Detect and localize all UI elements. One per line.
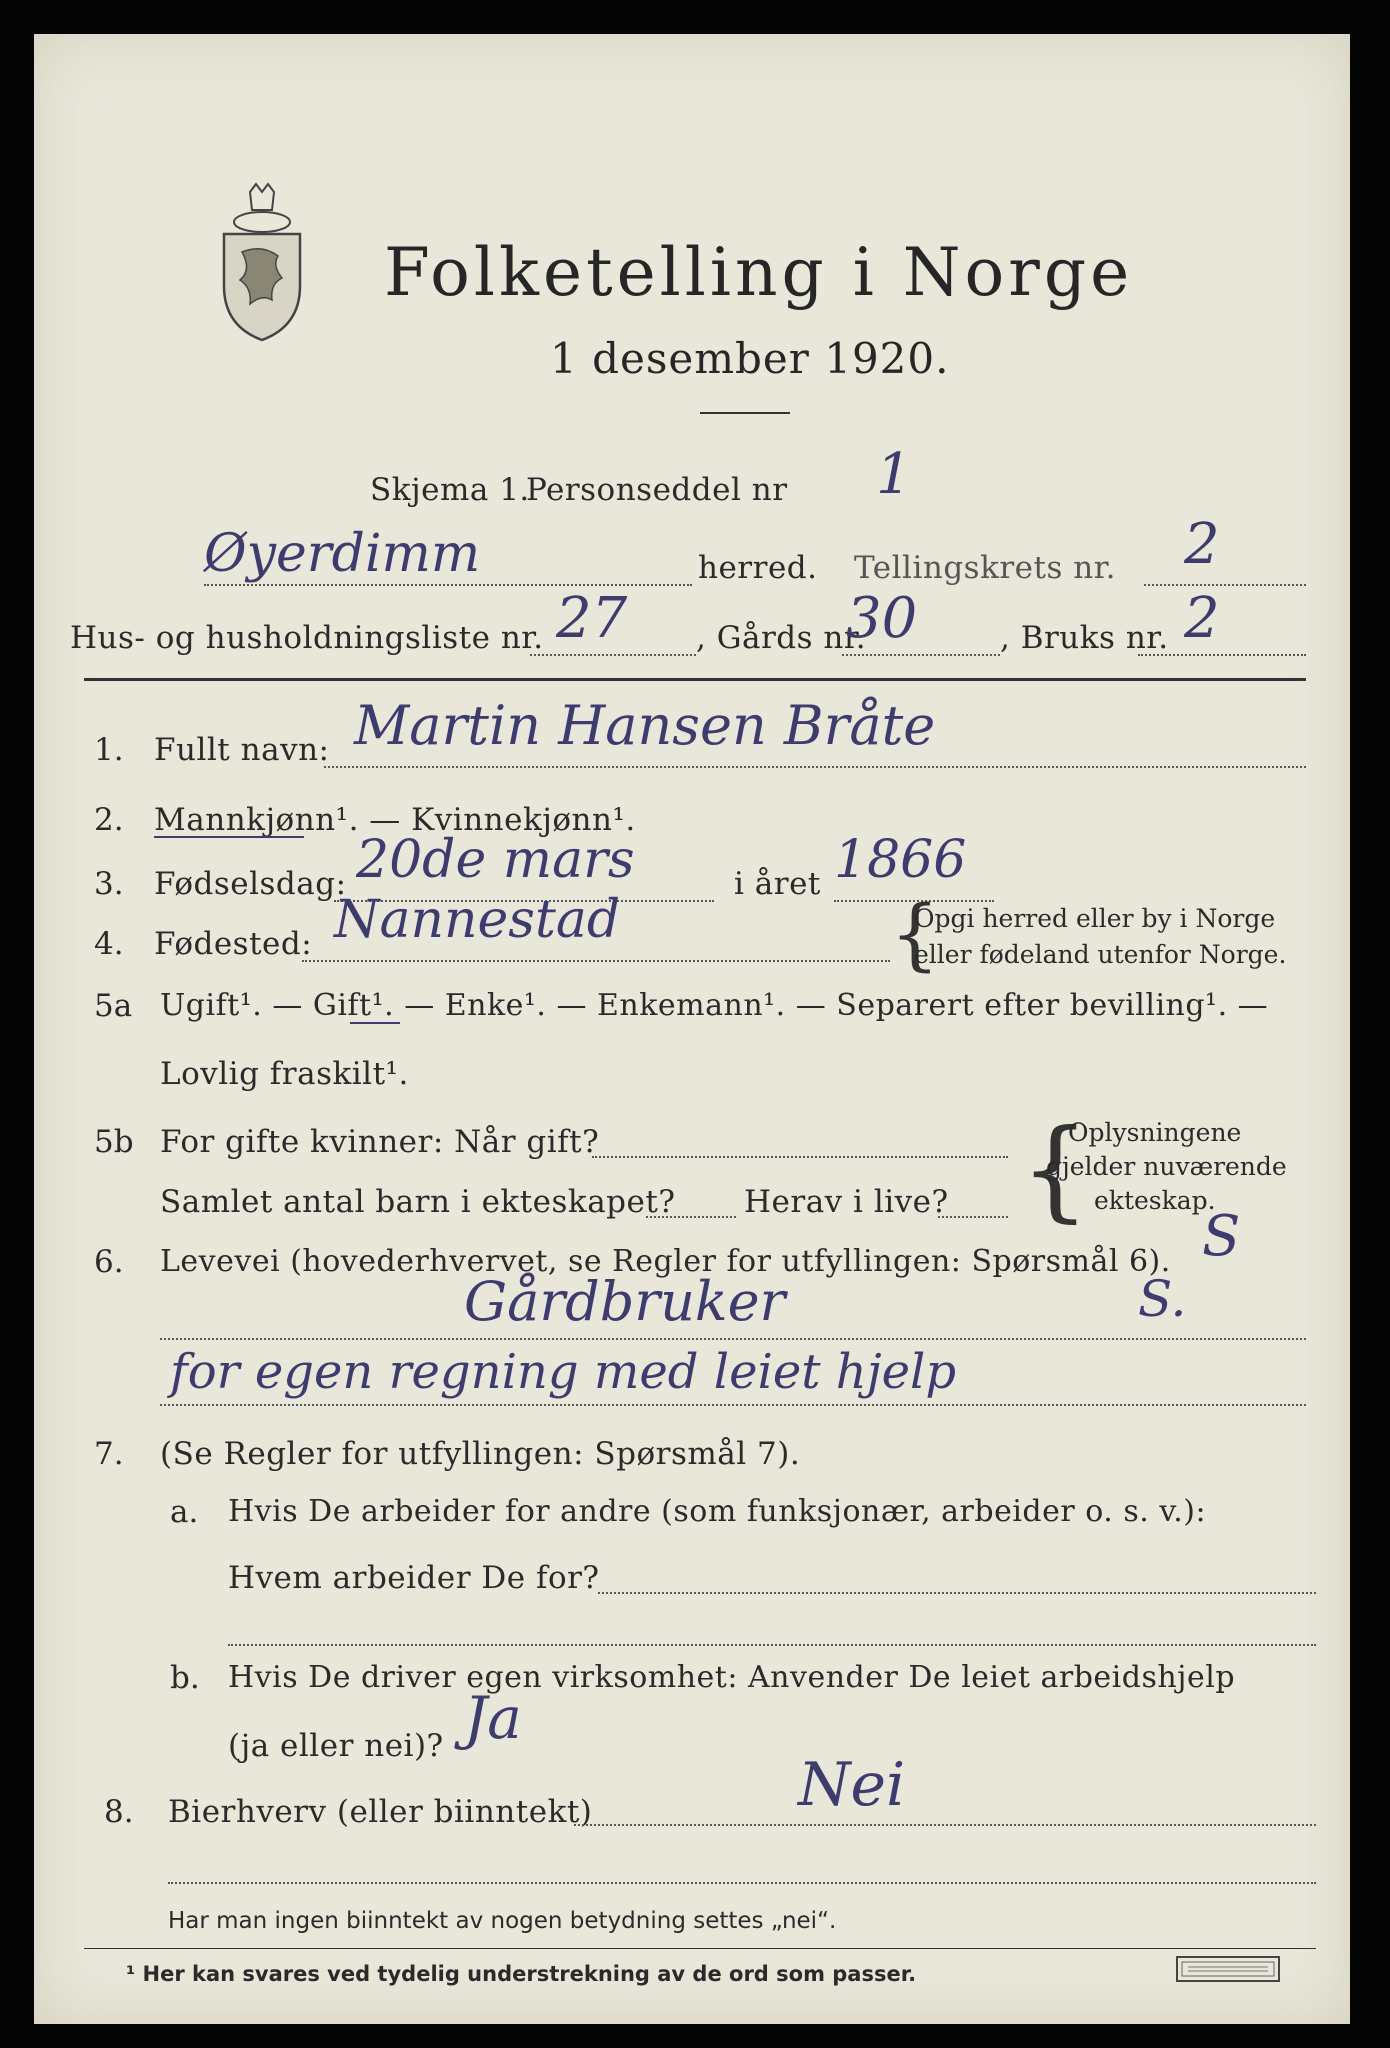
q5b-alive-line [938,1216,1008,1218]
q5b-label-children: Samlet antal barn i ekteskapet? [160,1184,676,1220]
q5a-number: 5a [94,988,133,1024]
schema-label: Skjema 1. [370,472,530,508]
q2-mannkjonn-underline [154,836,304,838]
q7a-employer-line2 [228,1644,1316,1646]
q4-number: 4. [94,926,124,962]
q5b-label-married: For gifte kvinner: Når gift? [160,1124,600,1160]
printer-stamp-icon [1176,1956,1280,1982]
herred-label: herred. [698,550,818,586]
q6-value-line2: for egen regning med leiet hjelp [170,1344,957,1400]
q8-line [574,1824,1316,1826]
q6-line2 [160,1404,1306,1406]
q7b-value: Ja [464,1684,522,1752]
q8-number: 8. [104,1794,134,1830]
tellingskrets-value: 2 [1184,512,1220,577]
q5b-note-3: ekteskap. [1094,1186,1216,1215]
hus-label: Hus- og husholdningsliste nr. [70,620,544,656]
q7-number: 7. [94,1436,124,1472]
census-date: 1 desember 1920. [550,334,950,383]
q2-label: Mannkjønn¹. — Kvinnekjønn¹. [154,802,636,838]
gards-line [842,654,1000,656]
q5b-children-line [646,1216,736,1218]
herred-value: Øyerdimm [204,524,481,584]
tellingskrets-label: Tellingskrets nr. [854,550,1116,586]
personseddel-number: 1 [876,442,912,507]
q7b-question: (ja eller nei)? [228,1728,444,1764]
q8-line2 [168,1882,1316,1884]
q7a-employer-label: Hvem arbeider De for? [228,1560,600,1596]
q4-brace: { [890,890,940,980]
personseddel-label: Personseddel nr [526,472,788,508]
q4-line [302,960,890,962]
q3-year-label: i året [734,866,821,902]
q2-number: 2. [94,802,124,838]
q5b-number: 5b [94,1124,134,1160]
q6-number: 6. [94,1244,124,1280]
header-divider [84,678,1306,681]
bruks-value: 2 [1184,586,1220,651]
q1-value: Martin Hansen Bråte [354,694,936,757]
q4-label: Fødested: [154,926,313,962]
q6-value-line1: Gårdbruker [464,1270,786,1333]
q4-note-2: eller fødeland utenfor Norge. [914,940,1287,969]
q7a-employer-line [598,1592,1316,1594]
q7-label: (Se Regler for utfyllingen: Spørsmål 7). [160,1436,801,1472]
q3-value: 20de mars [356,830,635,890]
q3-year-value: 1866 [834,830,967,890]
q4-value: Nannestad [334,890,621,950]
q5a-options-line2: Lovlig fraskilt¹. [160,1056,409,1092]
q3-label: Fødselsdag: [154,866,347,902]
q5b-label-alive: Herav i live? [744,1184,949,1220]
footnote-divider [84,1948,1316,1949]
coat-of-arms-icon [212,182,312,342]
bruks-line [1138,654,1306,656]
q4-note-1: Opgi herred eller by i Norge [914,904,1276,933]
tellingskrets-line [1144,584,1306,586]
q6-mark-2: S. [1138,1270,1187,1328]
q6-label: Levevei (hovederhvervet, se Regler for utfyllingen: Spørsmål 6). [160,1244,1171,1279]
q8-value: Nei [798,1750,906,1820]
q5b-note-1: Oplysningene [1068,1118,1242,1147]
q8-label: Bierhverv (eller biinntekt) [168,1794,593,1830]
biinntekt-note: Har man ingen biinntekt av nogen betydning settes „nei“. [168,1908,837,1934]
q3-number: 3. [94,866,124,902]
q6-mark: S [1202,1204,1241,1269]
q5b-note-2: gjelder nuværende [1046,1152,1287,1181]
q1-line [324,766,1306,768]
q7b-label: Hvis De driver egen virksomhet: Anvender De leiet arbeidshjelp [228,1660,1236,1695]
q5a-options: Ugift¹. — Gift¹. — Enke¹. — Enkemann¹. — Separert efter bevilling¹. — [160,988,1269,1023]
footnote: ¹ Her kan svares ved tydelig understrekning av de ord som passer. [126,1962,917,1986]
q5a-gift-underline [350,1022,400,1024]
q7a-letter: a. [170,1494,199,1530]
q5b-married-line [592,1156,1008,1158]
q6-line1 [160,1338,1306,1340]
form-title: Folketelling i Norge [384,234,1134,311]
census-form-sheet [34,34,1350,2024]
q7b-letter: b. [170,1660,200,1696]
q5b-brace: { [1020,1105,1090,1233]
q1-label: Fullt navn: [154,732,330,768]
hus-value: 27 [556,586,628,651]
hus-line [530,654,696,656]
bruks-label: , Bruks nr. [1000,620,1169,656]
q1-number: 1. [94,732,124,768]
gards-label: , Gårds nr. [696,620,867,656]
q7a-label: Hvis De arbeider for andre (som funksjonær, arbeider o. s. v.): [228,1494,1207,1529]
title-divider [700,412,790,414]
gards-value: 30 [846,586,918,651]
